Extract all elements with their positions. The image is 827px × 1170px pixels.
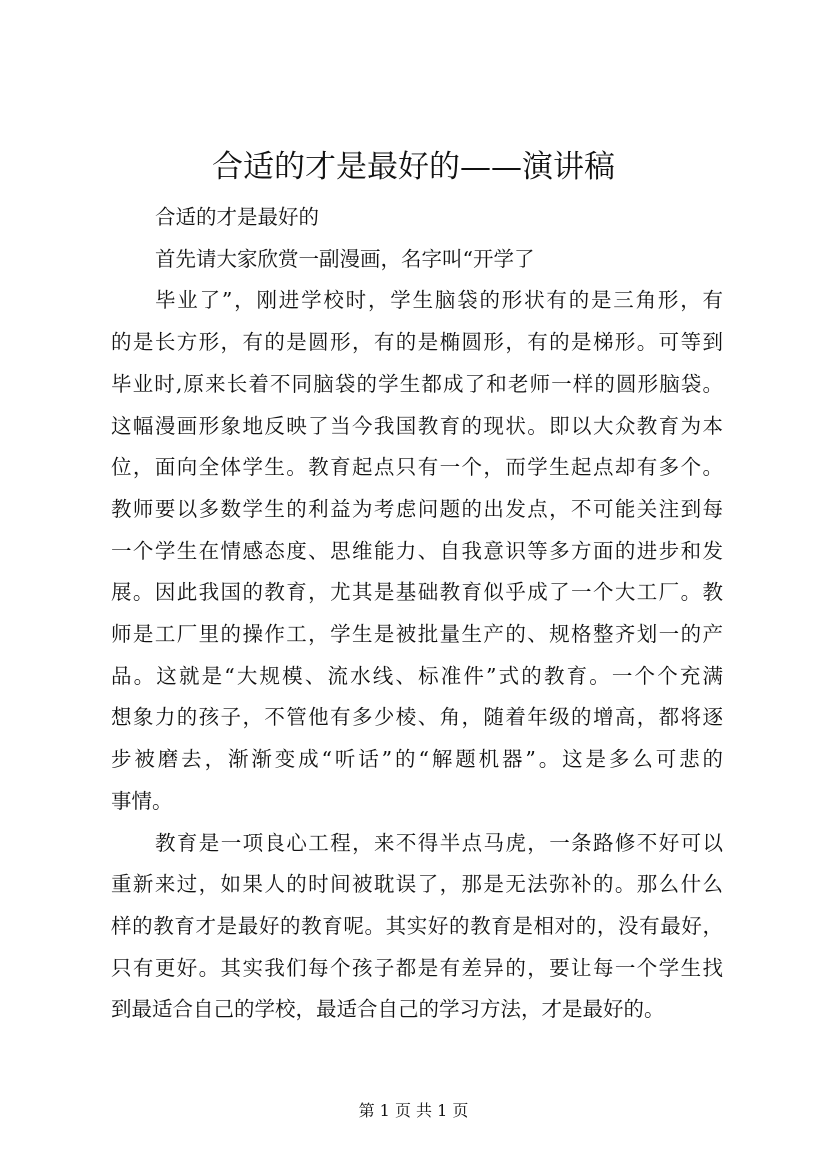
body-line: 教师要以多数学生的利益为考虑问题的出发点，不可能关注到每 [111, 496, 723, 521]
body-line: 事情。 [111, 788, 173, 813]
body-line: 展。因此我国的教育，尤其是基础教育似乎成了一个大工厂。教 [111, 580, 723, 605]
body-line: 师是工厂里的操作工，学生是被批量生产的、规格整齐划一的产 [111, 622, 723, 647]
body-line: 首先请大家欣赏一副漫画，名字叫“开学了 [155, 246, 535, 271]
body-line: 毕业了”，刚进学校时，学生脑袋的形状有的是三角形，有 [155, 288, 723, 313]
body-line: 步被磨去，渐渐变成“听话”的“解题机器”。这是多么可悲的 [111, 747, 723, 772]
body-line: 想象力的孩子，不管他有多少棱、角，随着年级的增高，都将逐 [111, 705, 723, 730]
body-line: 合适的才是最好的 [155, 205, 319, 229]
document-body [111, 197, 723, 1031]
body-line: 毕业时,原来长着不同脑袋的学生都成了和老师一样的圆形脑袋。 [111, 371, 723, 396]
body-line: 样的教育才是最好的教育呢。其实好的教育是相对的，没有最好， [111, 913, 723, 938]
body-line: 只有更好。其实我们每个孩子都是有差异的，要让每一个学生找 [111, 955, 723, 980]
page-footer: 第 1 页 共 1 页 [358, 1101, 469, 1120]
body-line: 重新来过，如果人的时间被耽误了，那是无法弥补的。那么什么 [111, 872, 723, 897]
body-line: 一个学生在情感态度、思维能力、自我意识等多方面的进步和发 [111, 538, 723, 563]
body-line: 品。这就是“大规模、流水线、标准件”式的教育。一个个充满 [111, 663, 723, 688]
body-line: 教育是一项良心工程，来不得半点马虎，一条路修不好可以 [155, 830, 723, 855]
body-line: 到最适合自己的学校，最适合自己的学习方法，才是最好的。 [111, 997, 665, 1022]
body-line: 这幅漫画形象地反映了当今我国教育的现状。即以大众教育为本 [111, 413, 723, 438]
document-title: 合适的才是最好的——演讲稿 [212, 149, 615, 185]
body-line: 位，面向全体学生。教育起点只有一个，而学生起点却有多个。 [111, 455, 723, 480]
body-line: 的是长方形，有的是圆形，有的是椭圆形，有的是梯形。可等到 [111, 330, 723, 355]
